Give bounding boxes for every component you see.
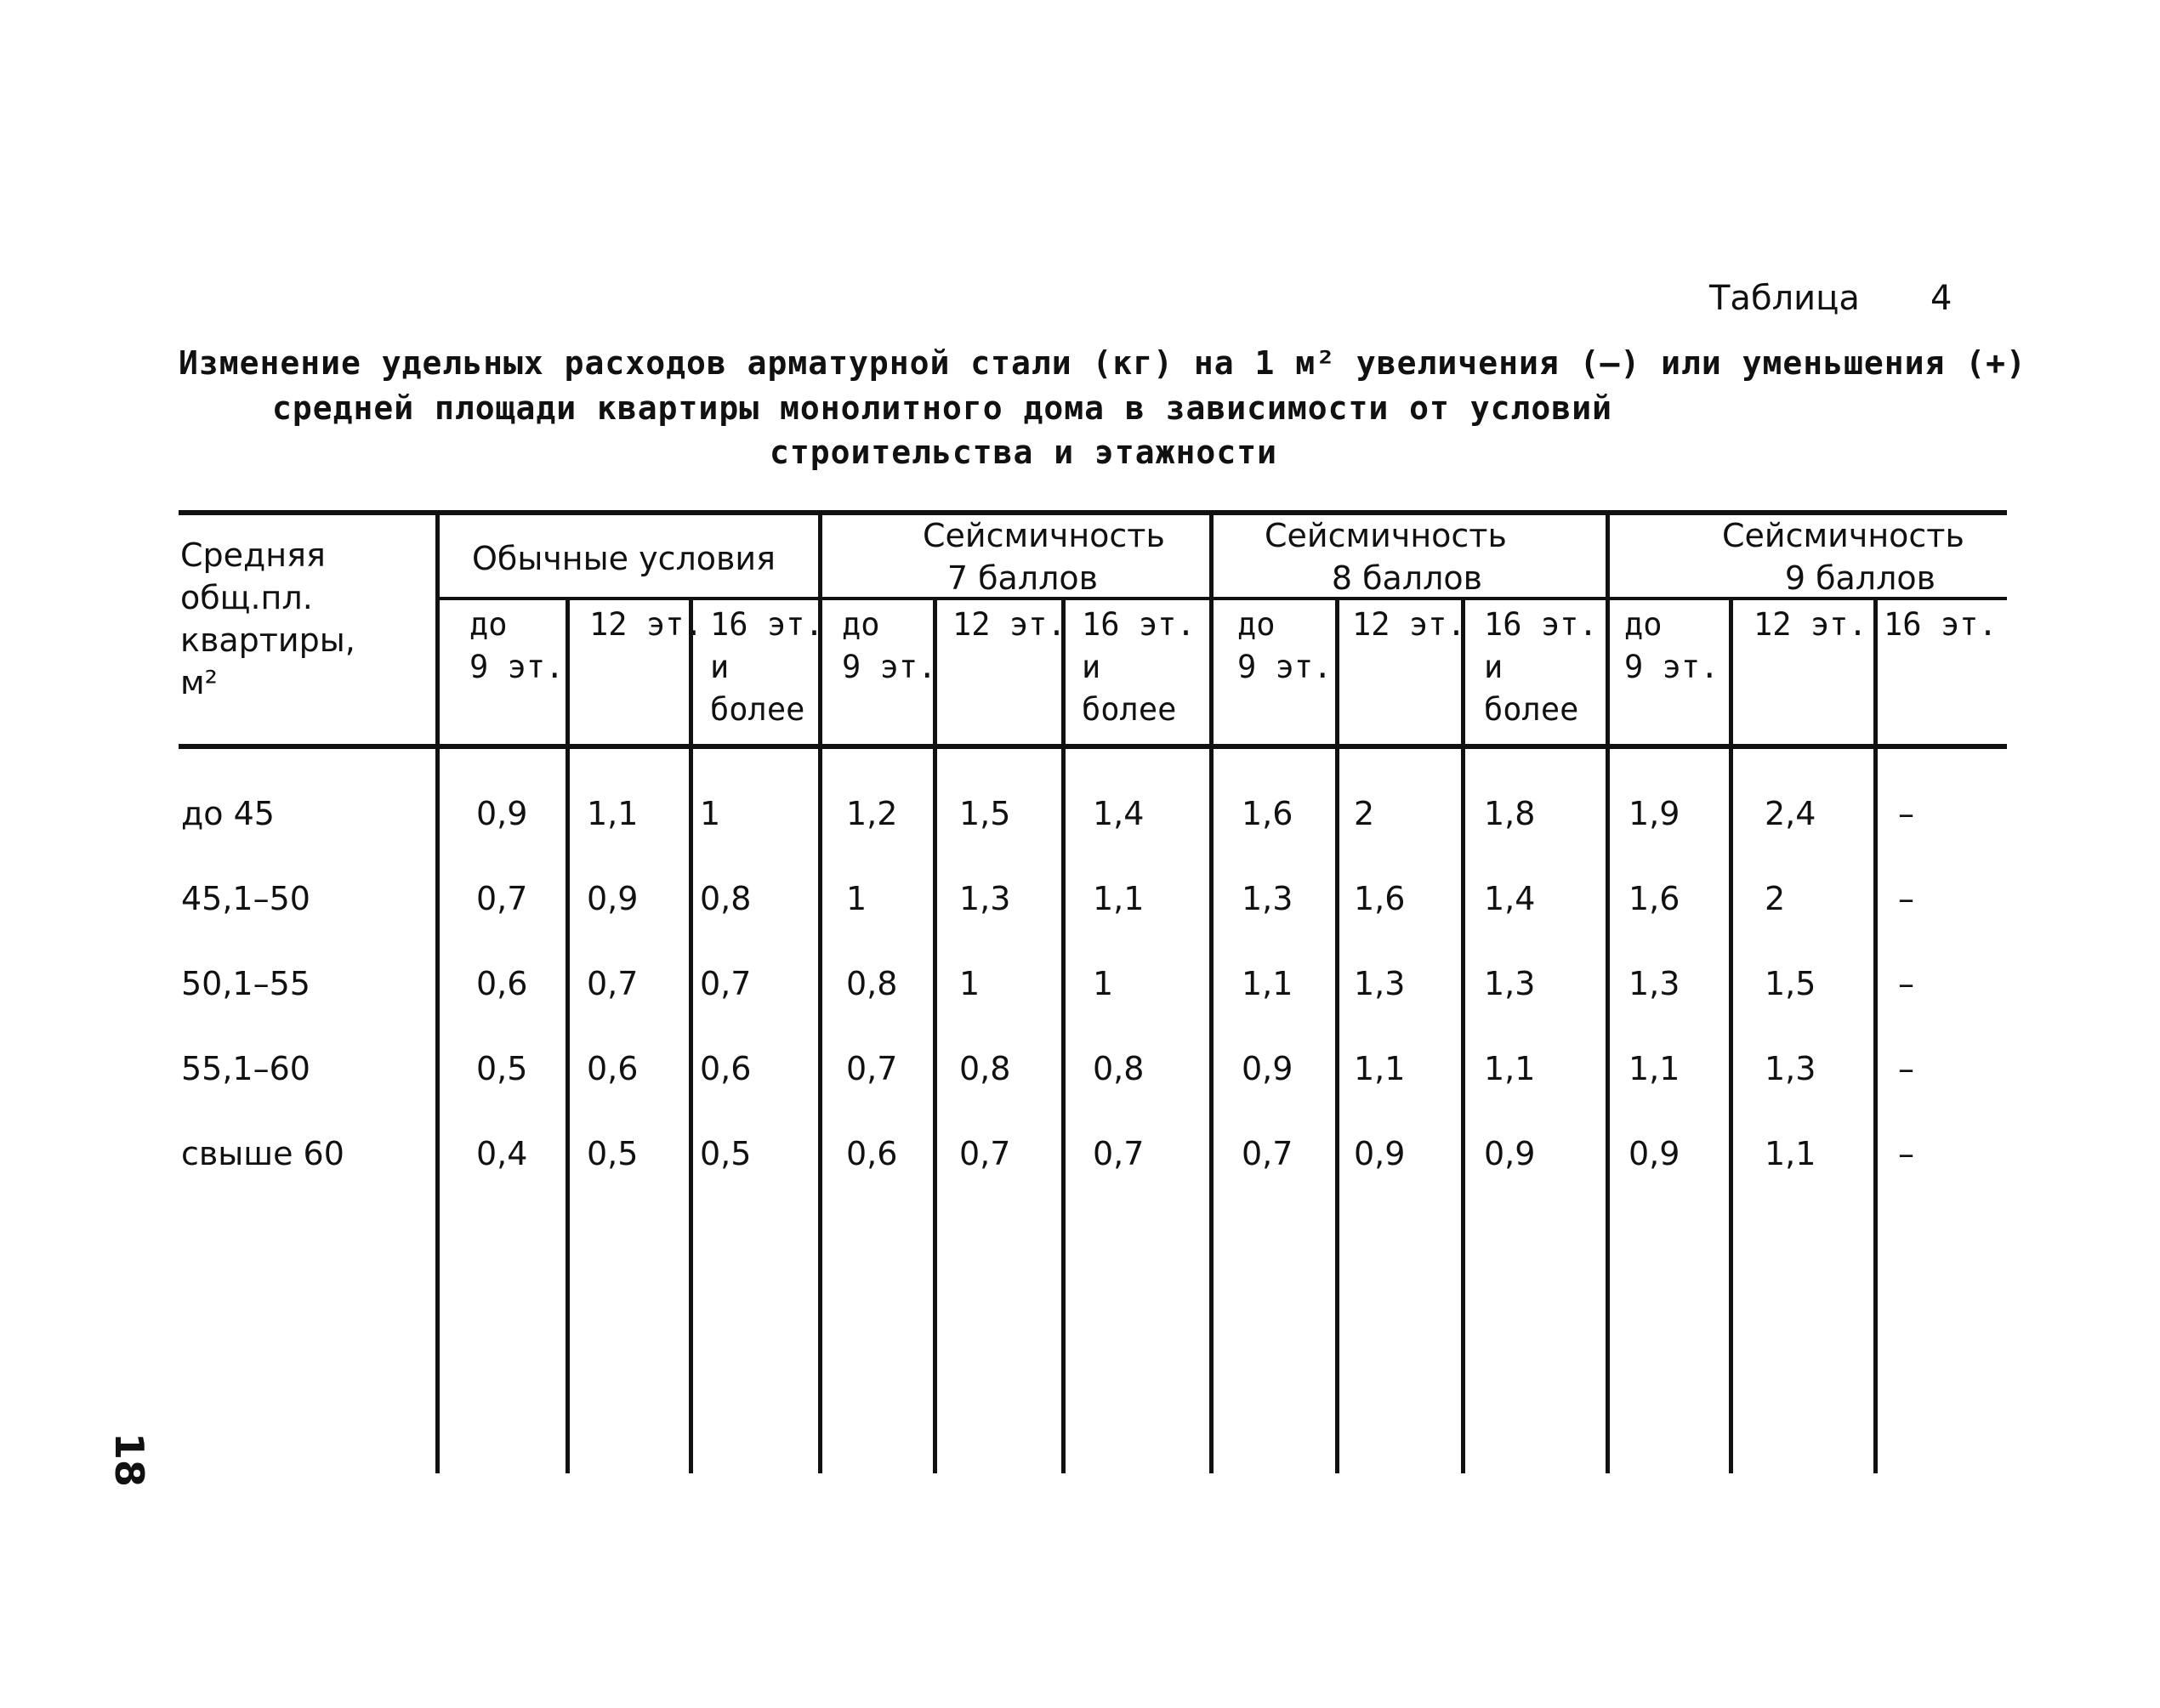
table-cell: 0,4 xyxy=(476,1135,528,1172)
table-cell: 1,4 xyxy=(1484,880,1536,917)
table-cell: 0,8 xyxy=(959,1050,1011,1087)
table-cell: 0,8 xyxy=(846,965,898,1002)
table-cell: 1,1 xyxy=(1242,965,1293,1002)
table-cell: 0,8 xyxy=(700,880,752,917)
table-cell: – xyxy=(1898,965,1914,1002)
table-cell: 0,6 xyxy=(476,965,528,1002)
subheader-col-10: до 9 эт. xyxy=(1624,606,1719,685)
table-cell: 0,9 xyxy=(587,880,639,917)
col-divider xyxy=(1061,598,1066,1473)
col-divider xyxy=(933,598,937,1473)
table-cell: 1 xyxy=(700,795,721,832)
table-cell: 0,9 xyxy=(1484,1135,1536,1172)
subheader-col-1: до 9 эт. xyxy=(469,606,565,685)
table-cell: – xyxy=(1898,795,1914,832)
subheader-col-8: 12 эт. xyxy=(1352,606,1466,643)
table-cell: 0,6 xyxy=(587,1050,639,1087)
group-header-ordinary: Обычные условия xyxy=(472,540,776,577)
table-cell: 0,7 xyxy=(846,1050,898,1087)
table-cell: 0,7 xyxy=(587,965,639,1002)
title-line-1: Изменение удельных расходов арматурной стали (кг) на 1 м² увеличения (–) или уменьшения (+) xyxy=(179,344,2026,382)
table-number: 4 xyxy=(1930,279,1953,318)
table-cell: – xyxy=(1898,880,1914,917)
table-cell: 1,3 xyxy=(1354,965,1406,1002)
table-cell: 1 xyxy=(1093,965,1114,1002)
table-cell: 0,5 xyxy=(700,1135,752,1172)
table-cell: 0,8 xyxy=(1093,1050,1145,1087)
table-cell: 1,8 xyxy=(1484,795,1536,832)
subheader-col-6: 16 эт. и более xyxy=(1082,606,1196,728)
table-cell: 0,7 xyxy=(1242,1135,1293,1172)
table-cell: 1,9 xyxy=(1629,795,1680,832)
table-cell: 1,4 xyxy=(1093,795,1145,832)
table-cell: 1,6 xyxy=(1629,880,1680,917)
row-label: свыше 60 xyxy=(181,1135,344,1172)
table-cell: 1,1 xyxy=(1629,1050,1680,1087)
table-cell: 1,1 xyxy=(587,795,639,832)
col-divider xyxy=(1335,598,1339,1473)
table-cell: 0,9 xyxy=(1242,1050,1293,1087)
table-cell: 0,7 xyxy=(476,880,528,917)
row-label: 55,1–60 xyxy=(181,1050,310,1087)
group-header-seismic-8: Сейсмичность 8 баллов xyxy=(1265,517,1507,597)
table-label: Таблица xyxy=(1709,279,1860,318)
row-label: 45,1–50 xyxy=(181,880,310,917)
subheader-col-9: 16 эт. и более xyxy=(1484,606,1598,728)
table-cell: 1,1 xyxy=(1484,1050,1536,1087)
col-divider xyxy=(689,598,693,1473)
subheader-col-5: 12 эт. xyxy=(952,606,1066,643)
table-cell: 1,5 xyxy=(1765,965,1816,1002)
col-divider xyxy=(1606,513,1610,1473)
table-cell: 1,3 xyxy=(1629,965,1680,1002)
table-cell: 1,1 xyxy=(1354,1050,1406,1087)
table-cell: 1,2 xyxy=(846,795,898,832)
table-cell: 2 xyxy=(1354,795,1375,832)
table-cell: 1,3 xyxy=(1484,965,1536,1002)
table-cell: 1,1 xyxy=(1093,880,1145,917)
table-cell: 1,3 xyxy=(1765,1050,1816,1087)
col-divider xyxy=(566,598,570,1473)
table-cell: 0,5 xyxy=(476,1050,528,1087)
col-divider xyxy=(1461,598,1465,1473)
table-cell: 1,6 xyxy=(1242,795,1293,832)
title-line-2: средней площади квартиры монолитного дома в зависимости от условий xyxy=(272,389,1612,427)
table-cell: 2,4 xyxy=(1765,795,1816,832)
title-line-3: строительства и этажности xyxy=(770,434,1277,471)
col-divider xyxy=(1209,513,1214,1473)
row-label: до 45 xyxy=(181,795,275,832)
col-divider xyxy=(435,513,440,1473)
table-cell: 0,7 xyxy=(1093,1135,1145,1172)
table-cell: – xyxy=(1898,1135,1914,1172)
table-cell: 0,9 xyxy=(1354,1135,1406,1172)
table-cell: 0,6 xyxy=(700,1050,752,1087)
row-header: Средняя общ.пл. квартиры, м² xyxy=(180,536,355,701)
table-cell: 0,9 xyxy=(1629,1135,1680,1172)
table-cell: 1,1 xyxy=(1765,1135,1816,1172)
table-cell: 1,3 xyxy=(959,880,1011,917)
subheader-col-11: 12 эт. xyxy=(1754,606,1867,643)
table-cell: 0,5 xyxy=(587,1135,639,1172)
table-cell: 0,9 xyxy=(476,795,528,832)
group-header-seismic-9: Сейсмичность 9 баллов xyxy=(1722,517,1964,597)
group-header-seismic-7: Сейсмичность 7 баллов xyxy=(923,517,1165,597)
table-cell: 1 xyxy=(846,880,867,917)
table-cell: 0,7 xyxy=(959,1135,1011,1172)
col-divider xyxy=(1873,598,1878,1473)
table-cell: 0,7 xyxy=(700,965,752,1002)
table-cell: 0,6 xyxy=(846,1135,898,1172)
table-cell: 1 xyxy=(959,965,981,1002)
subheader-col-3: 16 эт. и более xyxy=(710,606,824,728)
subheader-col-4: до 9 эт. xyxy=(842,606,937,685)
table-cell: 1,6 xyxy=(1354,880,1406,917)
row-label: 50,1–55 xyxy=(181,965,310,1002)
subheader-col-12: 16 эт. xyxy=(1884,606,1998,643)
col-divider xyxy=(1729,598,1733,1473)
subheader-col-7: до 9 эт. xyxy=(1237,606,1333,685)
table-cell: 1,5 xyxy=(959,795,1011,832)
page-number: 18 xyxy=(106,1432,153,1488)
table-cell: – xyxy=(1898,1050,1914,1087)
subheader-col-2: 12 эт. xyxy=(589,606,703,643)
table-cell: 1,3 xyxy=(1242,880,1293,917)
table-cell: 2 xyxy=(1765,880,1786,917)
